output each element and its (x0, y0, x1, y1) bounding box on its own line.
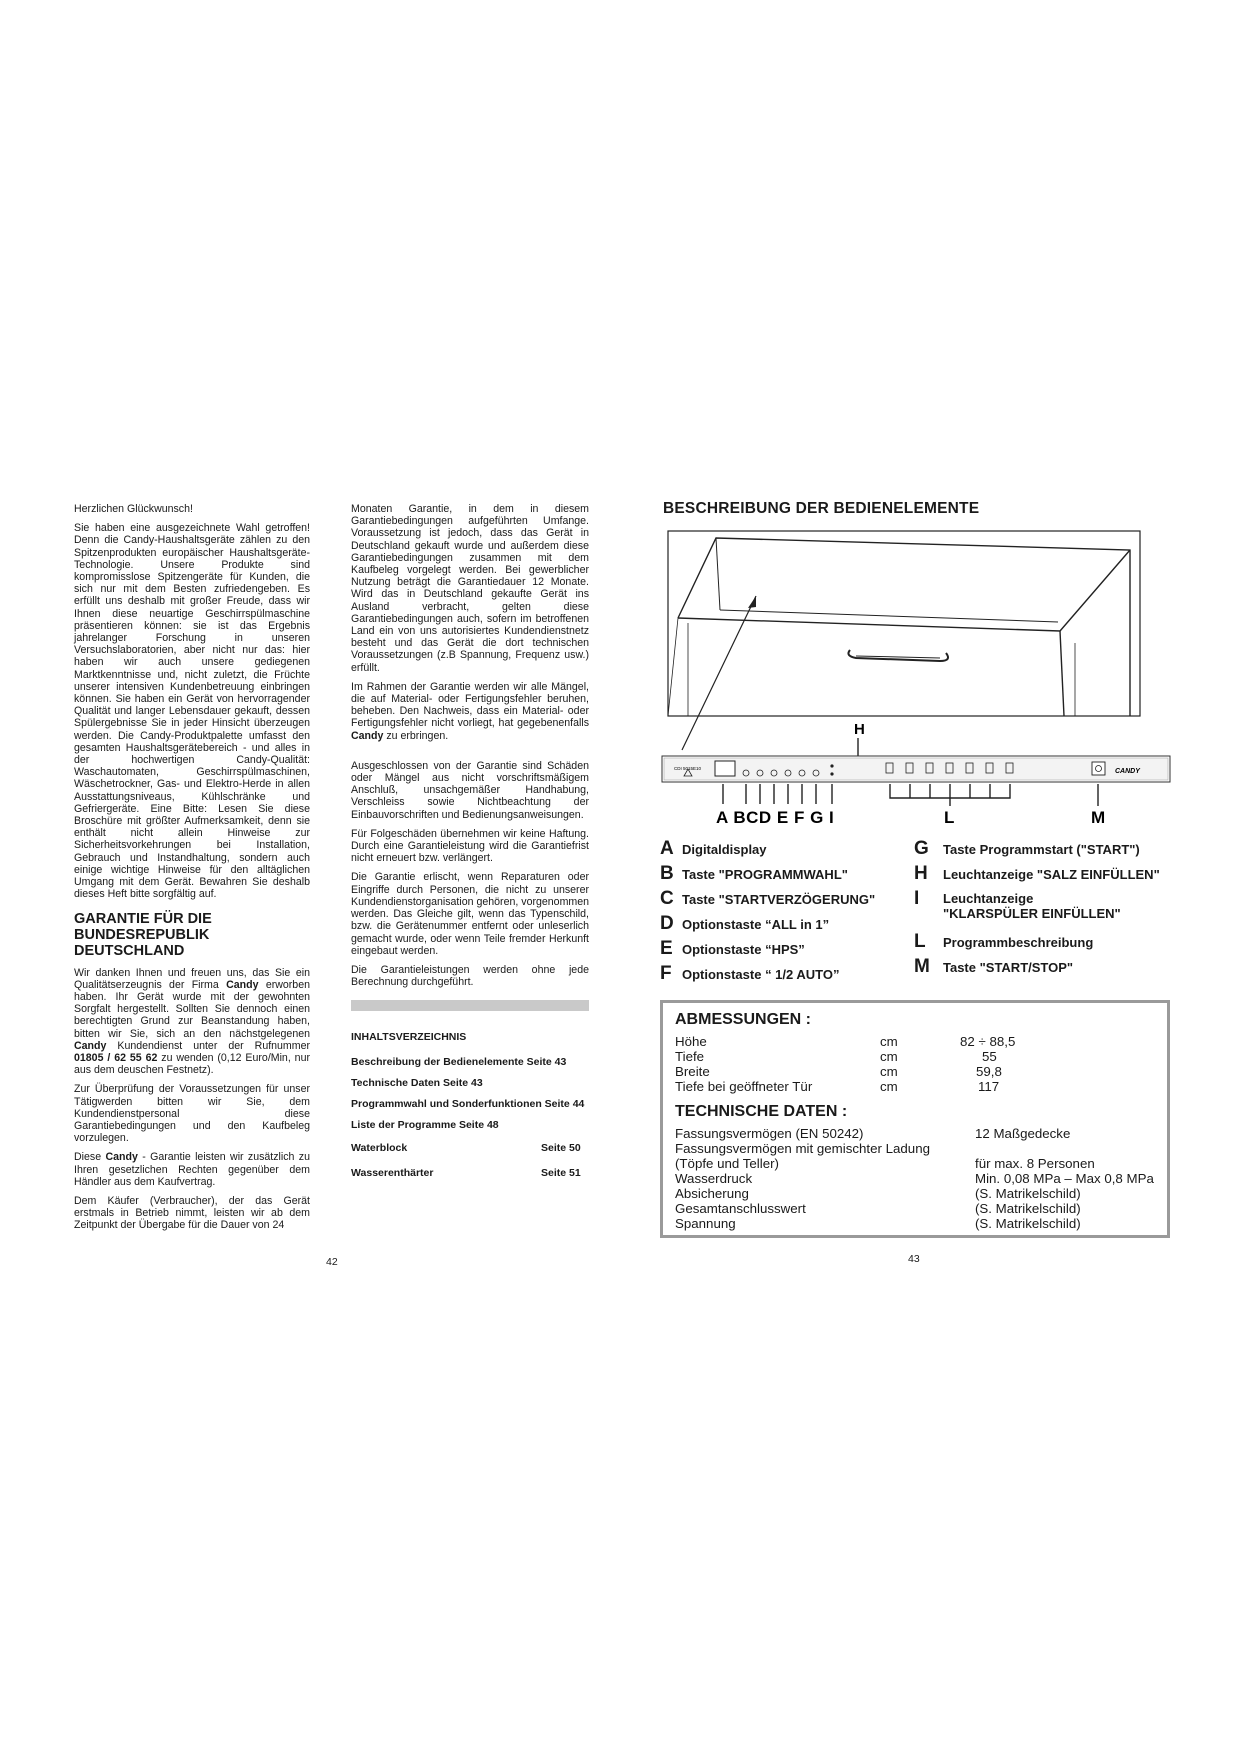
specifications-box (660, 1000, 1170, 1238)
warranty-paragraph-3: Diese Candy - Garantie leisten wir zusätzlich zu Ihren gesetzlichen Rechten gegenüber dem Händler aus dem Kaufvertrag. (74, 1151, 310, 1188)
technical-row: Absicherung (S. Matrikelschild) (675, 1186, 1081, 1201)
legend-item: I Leuchtanzeige "KLARSPÜLER EINFÜLLEN" (914, 888, 1121, 921)
digital-display (715, 761, 735, 776)
warranty-heading: GARANTIE FÜR DIE BUNDESREPUBLIK DEUTSCHLAND (74, 910, 212, 959)
warranty-paragraph-2: Zur Überprüfung der Voraussetzungen für unser Tätigwerden bitten wir Sie, dem Kundendienstpersonal diese Garantiebedingungen und den Kaufbeleg vorzulegen. (74, 1083, 310, 1145)
legend-right (914, 838, 1160, 981)
indicator-H (830, 764, 833, 767)
left-column-1 (74, 503, 310, 1239)
dishwasher-door-illustration (668, 531, 1140, 716)
brand-logo: CANDY (1115, 768, 1140, 775)
legend-item: L Programmbeschreibung (914, 931, 1094, 952)
page-number-right: 43 (908, 1253, 920, 1265)
dimension-row: Tiefe bei geöffneter Tür cm 117 (675, 1079, 1000, 1094)
control-panel-strip (662, 756, 1170, 782)
warranty-paragraph-10: Die Garantieleistungen werden ohne jede Berechnung durchgeführt. (351, 963, 589, 989)
dimension-row: Tiefe cm 55 (675, 1049, 997, 1064)
warranty-paragraph-8: Für Folgeschäden übernehmen wir keine Haftung. Durch eine Garantieleistung wird die Garantiefrist nicht erneuert bzw. verlängert. (351, 827, 589, 865)
toc-item: Programmwahl und Sonderfunktionen Seite 44 (351, 1097, 585, 1110)
phone-number: 01805 / 62 55 62 (74, 1051, 158, 1064)
right-page-title: BESCHREIBUNG DER BEDIENELEMENTE (663, 500, 980, 517)
power-icon (1092, 762, 1105, 775)
section-divider-bar (351, 1000, 589, 1011)
left-column-2 (351, 503, 589, 1192)
legend-item: M Taste "START/STOP" (914, 956, 1074, 977)
toc-row: Waterblock Seite 50 (351, 1141, 581, 1154)
legend-item: G Taste Programmstart ("START") (914, 838, 1140, 859)
leader-lines (723, 784, 1098, 806)
warranty-paragraph-7: Ausgeschlossen von der Garantie sind Schäden oder Mängel aus nicht vorschriftsmäßigem Anschluß, unsachgemäßer Handhabung, Verschleiss sowie Nichtbeachtung der Einbauvorschriften und Bedienungsanweisungen. (351, 759, 589, 821)
brand-name: Candy (226, 978, 259, 991)
label-H: H (854, 721, 865, 738)
technical-row: Fassungsvermögen (EN 50242) 12 Maßgedecke (675, 1126, 1071, 1141)
dimensions-heading: ABMESSUNGEN : (675, 1011, 812, 1028)
legend-item: E Optionstaste “HPS” (660, 938, 805, 959)
technical-row: Wasserdruck Min. 0,08 MPa – Max 0,8 MPa (675, 1171, 1154, 1186)
warranty-paragraph-5: Monaten Garantie, in dem in diesem Garantiebedingungen aufgeführten Umfange. Voraussetzung ist jedoch, dass das Gerät in Deutschland gekauft wurde und außerdem diese Garantiebedingungen zusammen mit dem Kaufbeleg vorgelegt werden. Bei gewerblicher Nutzung beträgt die Garantiedauer 12 Monate. Wird das in Deutschland gekaufte Gerät ins Ausland verbracht, gelten diese Garantiebedingungen auch, sofern im betroffenen Land ein von uns autorisiertes Kundendienstnetz besteht und das Gerät die dort technischen Voraussetzungen (z.B Spannung, Frequenz usw.) erfüllt. (351, 503, 589, 674)
label-A-to-I: A BCD E F G I (716, 808, 835, 827)
control-panel-diagram (660, 528, 1180, 828)
warranty-paragraph-1: Wir danken Ihnen und freuen uns, das Sie ein Qualitätserzeugnis der Firma Candy erworben haben. Ihr Gerät wurde mit der gewohnten Sorgfalt hergestellt. Sollten Sie dennoch einen berechtigten Grund zur Beanstandung haben, bitten wir Sie, sich an den nächstgelegenen Candy Kundendienst unter der Rufnummer 01805 / 62 55 62 zu wenden (0,12 Euro/Min, nur aus dem deuschen Festnetz). (74, 966, 311, 1077)
toc-item: Technische Daten Seite 43 (351, 1076, 483, 1089)
page-number-left: 42 (326, 1256, 338, 1268)
intro-text: Sie haben eine ausgezeichnete Wahl getroffen! Denn die Candy-Haushaltsgeräte zählen zu den Spitzenprodukten europäischer Haushaltsgeräte-Technologie. Unsere Produkte sind kompromisslose Spitzengeräte für Kunden, die sich nur mit dem Besten zufriedengeben. Es erfüllt uns deshalb mit großer Freude, dass wir Ihnen diese neuartige Geschirrspülmaschine präsentieren können: sie ist das Ergebnis jahrelanger Forschung in unseren Versuchslaboratorien, aber nicht nur das: hier haben wir auch unsere gediegenen Marktkenntnisse und, nicht zuletzt, die Früchte unserer intensiven Kundenbetreuung einbringen können. Sie haben ein Gerät von hervorragender Qualität und langer Lebensdauer gekauft, dessen Spülergebnisse Sie in jeder Hinsicht überzeugen werden. Die Candy-Produktpalette umfasst den gesamten Haushaltsgerätebereich - und alles in der hochwertigen Candy-Qualität: Waschautomaten, Geschirrspülmaschinen, Wäschetrockner, Gas- und Elektro-Herde in allen Ausstattungsniveaus, Kühlschränke und Gefriergeräte. Eine Bitte: Lesen Sie diese Broschüre mit größter Aufmerksamkeit, denn sie enthält nicht allein Hinweise zur Sicherheitsvorkehrungen bei Installation, Gebrauch und Instandhaltung, sondern auch einige wichtige Hinweise für den alltäglichen Umgang mit dem Gerät. Bewahren Sie deshalb dieses Heft bitte sorgfältig auf. (74, 522, 310, 901)
technical-heading: TECHNISCHE DATEN : (675, 1103, 848, 1120)
legend-item: H Leuchtanzeige "SALZ EINFÜLLEN" (914, 863, 1160, 884)
indicator-I (830, 772, 833, 775)
warranty-paragraph-9: Die Garantie erlischt, wenn Reparaturen oder Eingriffe durch Personen, die nicht zu unserer Kundendienstorganisation gehören, vorgenommen werden. Das Gleiche gilt, wenn das Typenschild, bzw. die Gerätenummer entfernt oder unleserlich gemacht wurde, oder wenn Teile fremder Herkunft eingebaut werden. (351, 871, 589, 957)
greeting: Herzlichen Glückwunsch! (74, 503, 193, 515)
legend-item: C Taste "STARTVERZÖGERUNG" (660, 888, 876, 909)
label-M: M (1091, 808, 1106, 827)
legend-item: D Optionstaste “ALL in 1” (660, 913, 830, 934)
dimension-row: Höhe cm 82 ÷ 88,5 (675, 1034, 1016, 1049)
technical-row: Fassungsvermögen mit gemischter Ladung (675, 1141, 930, 1156)
legend-item: A Digitaldisplay (660, 838, 767, 859)
model-label: CDI 5015E10 (674, 766, 702, 771)
label-L: L (944, 808, 955, 827)
toc-item: Beschreibung der Bedienelemente Seite 43 (351, 1055, 567, 1068)
warranty-paragraph-4: Dem Käufer (Verbraucher), der das Gerät erstmals in Betrieb nimmt, leisten wir ab dem Zeitpunkt der Übergabe für die Dauer von 24 (74, 1194, 310, 1232)
toc-row: Wasserenthärter Seite 51 (351, 1166, 581, 1179)
legend-item: F Optionstaste “ 1/2 AUTO” (660, 963, 840, 984)
toc-title: INHALTSVERZEICHNIS (351, 1031, 467, 1044)
technical-row: (Töpfe und Teller) für max. 8 Personen (675, 1156, 1095, 1171)
dimension-row: Breite cm 59,8 (675, 1064, 1002, 1079)
technical-row: Spannung (S. Matrikelschild) (675, 1216, 1081, 1231)
legend-item: B Taste "PROGRAMMWAHL" (660, 863, 848, 884)
technical-row: Gesamtanschlusswert (S. Matrikelschild) (675, 1201, 1081, 1216)
toc-item: Liste der Programme Seite 48 (351, 1118, 499, 1131)
warranty-paragraph-6: Im Rahmen der Garantie werden wir alle Mängel, die auf Material- oder Fertigungsfehler beruhen, beheben. Den Nachweis, dass ein Material- oder Fertigungsfehler nicht vorliegt, hat gegebenenfalls Candy zu erbringen. (351, 680, 589, 742)
legend-left (660, 838, 875, 988)
